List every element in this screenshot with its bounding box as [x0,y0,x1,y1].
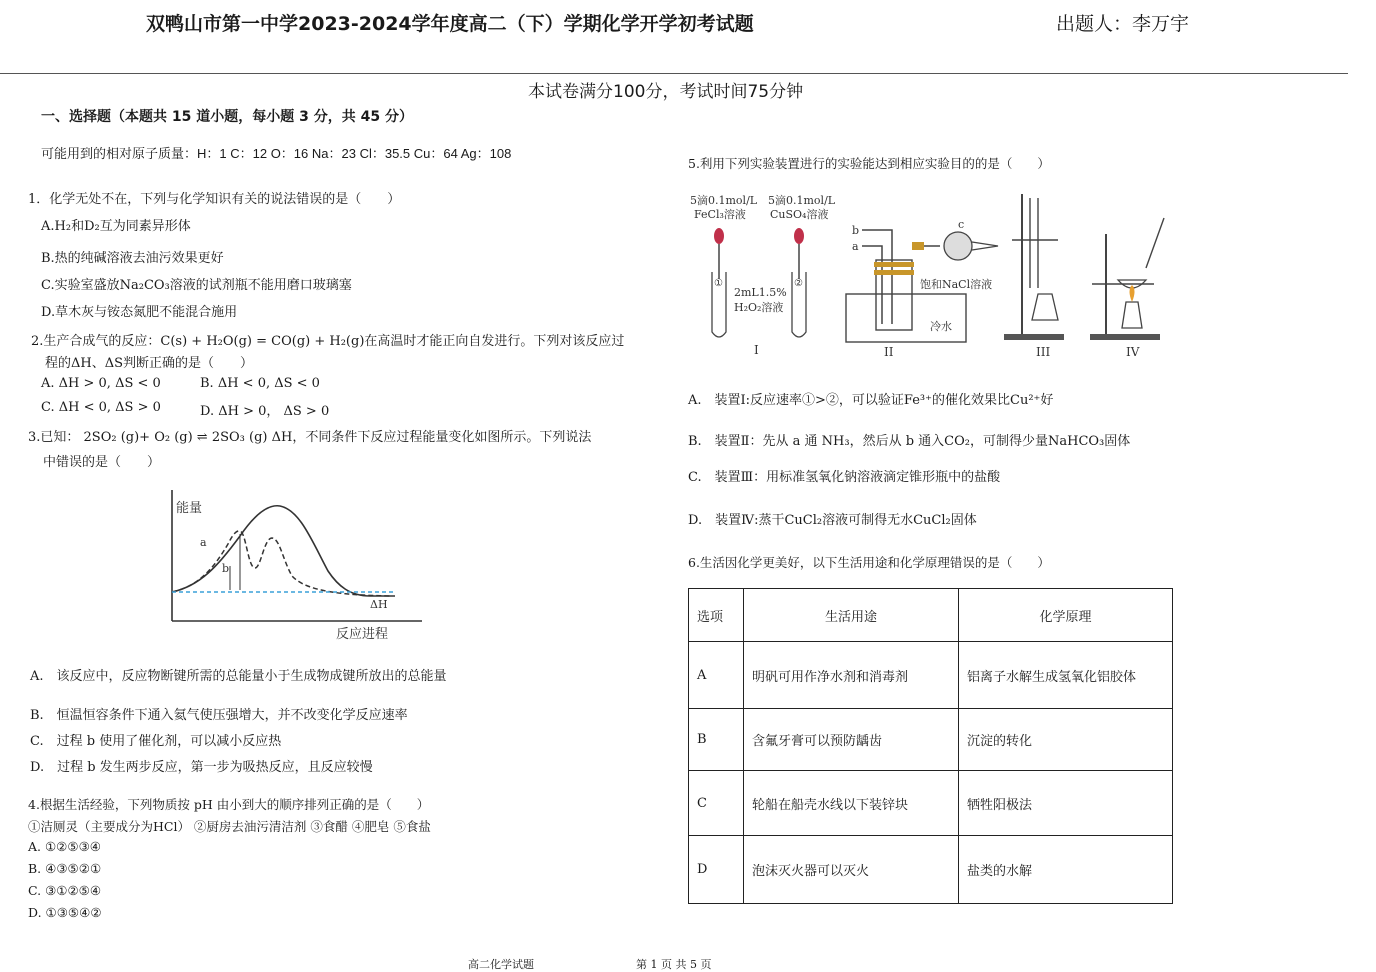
label-apparatus-4: IV [1126,345,1140,359]
drying-tube-tip [972,242,998,250]
drying-bulb [944,232,972,260]
row-d-option: D [689,836,744,904]
exam-title: 双鸭山市第一中学2023-2024学年度高二（下）学期化学开学初考试题 [146,13,754,35]
apparatus-3 [1004,194,1064,359]
q5-stem: 5.利用下列实验装置进行的实验能达到相应实验目的的是（ ） [688,156,1050,171]
q4-option-d: D. ①③⑤④② [28,905,102,920]
apparatus-4 [1090,218,1164,359]
stopper-band-1 [874,262,914,267]
label-tube-1: ① [714,278,723,289]
q2-option-b: B. ΔH < 0, ΔS < 0 [200,376,320,391]
table-row [689,709,1173,771]
header-option: 选项 [689,589,744,642]
row-c-principle: 牺牲阳极法 [959,771,1173,836]
q4-option-b: B. ④③⑤②① [28,861,102,876]
q3-option-d: D. 过程 b 发生两步反应，第一步为吸热反应，且反应较慢 [30,760,373,775]
label-tube-2: ② [794,278,803,289]
y-axis-label: 能量 [176,501,203,516]
ring-stand-base [1090,334,1160,340]
tube-a [862,246,882,324]
cold-water-bath [846,294,966,342]
q2-stem-line2: 程的ΔH、ΔS判断正确的是（ ） [45,356,254,371]
q6-table [688,588,1173,904]
q1-option-c: C.实验室盛放Na₂CO₃溶液的试剂瓶不能用磨口玻璃塞 [41,278,352,293]
label-h2o2: H₂O₂溶液 [734,301,784,314]
table-header-row [689,589,1173,642]
energy-diagram [160,486,430,642]
row-a-principle: 铝离子水解生成氢氧化铝胶体 [959,642,1173,709]
stopper-band-2 [874,270,914,275]
row-a-usage: 明矾可用作净水剂和消毒剂 [744,642,959,709]
label-fecl3-conc: 5滴0.1mol/L [690,194,758,207]
label-port-b: b [852,224,860,237]
label-fecl3: FeCl₃溶液 [694,208,746,221]
exam-subtitle: 本试卷满分100分，考试时间75分钟 [528,82,804,102]
label-cuso4-conc: 5滴0.1mol/L [768,194,836,207]
table-row [689,771,1173,836]
conical-flask [1032,294,1058,320]
exam-author: 出题人：李万宇 [1056,13,1190,35]
table-row [689,836,1173,904]
section-title: 一、选择题（本题共 15 道小题，每小题 3 分，共 45 分） [41,109,413,125]
label-nacl: 饱和NaCl溶液 [920,278,993,291]
row-c-option: C [689,771,744,836]
label-port-a: a [852,240,859,253]
q4-stem: 4.根据生活经验，下列物质按 pH 由小到大的顺序排列正确的是（ ） [28,797,430,812]
connector-joint [912,242,924,250]
glass-rod [1146,218,1164,268]
q3-option-a: A. 该反应中，反应物断键所需的总能量小于生成物成键所放出的总能量 [30,669,447,684]
label-cuso4: CuSO₄溶液 [770,208,829,221]
q5-option-d: D. 装置Ⅳ:蒸干CuCl₂溶液可制得无水CuCl₂固体 [688,513,977,528]
q3-option-c: C. 过程 b 使用了催化剂，可以减小反应热 [30,734,282,749]
dropper-bulb-2 [794,228,804,244]
row-a-option: A [689,642,744,709]
q5-option-c: C. 装置Ⅲ：用标准氢氧化钠溶液滴定锥形瓶中的盐酸 [688,470,1001,485]
atomic-masses: 可能用到的相对原子质量：H：1 C：12 O：16 Na：23 Cl：35.5 Cu：64 Ag：108 [41,146,512,161]
label-apparatus-3: III [1036,345,1051,359]
footer-page-number: 第 1 页 共 5 页 [636,958,712,971]
q2-option-d: D. ΔH > 0， ΔS > 0 [200,404,330,419]
q2-stem-line1: 2.生产合成气的反应：C(s) + H₂O(g) = CO(g) + H₂(g)在高温时才能正向自发进行。下列对该反应过 [31,334,625,349]
apparatus-2 [846,218,998,359]
label-apparatus-2: II [884,345,894,359]
row-d-usage: 泡沫灭火器可以灭火 [744,836,959,904]
q5-option-a: A. 装置Ⅰ:反应速率①>②，可以验证Fe³⁺的催化效果比Cu²⁺好 [688,393,1054,408]
row-d-principle: 盐类的水解 [959,836,1173,904]
alcohol-lamp [1122,302,1142,328]
q4-option-a: A. ①②⑤③④ [28,839,102,854]
footer-subject: 高二化学试题 [468,958,534,971]
label-apparatus-1: I [754,343,759,357]
q3-stem-line2: 中错误的是（ ） [43,455,161,470]
q5-option-b: B. 装置Ⅱ：先从 a 通 NH₃，然后从 b 通入CO₂，可制得少量NaHCO₃固体 [688,434,1131,449]
q3-option-b: B. 恒温恒容条件下通入氦气使压强增大，并不改变化学反应速率 [30,708,408,723]
q4-items: ①洁厕灵（主要成分为HCl） ②厨房去油污清洁剂 ③食醋 ④肥皂 ⑤食盐 [28,819,431,834]
row-b-principle: 沉淀的转化 [959,709,1173,771]
table-row [689,642,1173,709]
q6-stem: 6.生活因化学更美好，以下生活用途和化学原理错误的是（ ） [688,555,1050,570]
q3-stem-line1: 3.已知： 2SO₂ (g)+ O₂ (g) ⇌ 2SO₃ (g) ΔH，不同条件下反应过程能量变化如图所示。下列说法 [28,430,592,445]
header-principle: 化学原理 [959,589,1173,642]
q1-option-a: A.H₂和D₂互为同素异形体 [41,219,191,234]
row-c-usage: 轮船在船壳水线以下装锌块 [744,771,959,836]
row-b-option: B [689,709,744,771]
q1-option-b: B.热的纯碱溶液去油污效果更好 [41,251,224,266]
label-delta-h: ΔH [370,598,388,611]
tube-b [862,230,892,324]
q4-option-c: C. ③①②⑤④ [28,883,102,898]
x-axis-label: 反应进程 [336,627,389,642]
label-port-c: c [958,218,965,231]
label-b: b [222,562,230,575]
apparatus-figure [686,184,1176,364]
row-b-usage: 含氟牙膏可以预防龋齿 [744,709,959,771]
label-h2o2-conc: 2mL1.5% [734,286,787,299]
dropper-bulb-1 [714,228,724,244]
stand-base [1004,334,1064,340]
header-usage: 生活用途 [744,589,959,642]
label-cold-water: 冷水 [930,320,952,333]
apparatus-1 [690,194,836,357]
curve-a [172,506,395,596]
q1-option-d: D.草木灰与铵态氮肥不能混合施用 [41,305,238,320]
q2-option-c: C. ΔH < 0, ΔS > 0 [41,400,161,415]
q1-stem: 1．化学无处不在，下列与化学知识有关的说法错误的是（ ） [28,192,401,207]
label-a: a [200,536,207,549]
q2-option-a: A. ΔH > 0, ΔS < 0 [41,376,161,391]
header-divider [0,73,1348,74]
